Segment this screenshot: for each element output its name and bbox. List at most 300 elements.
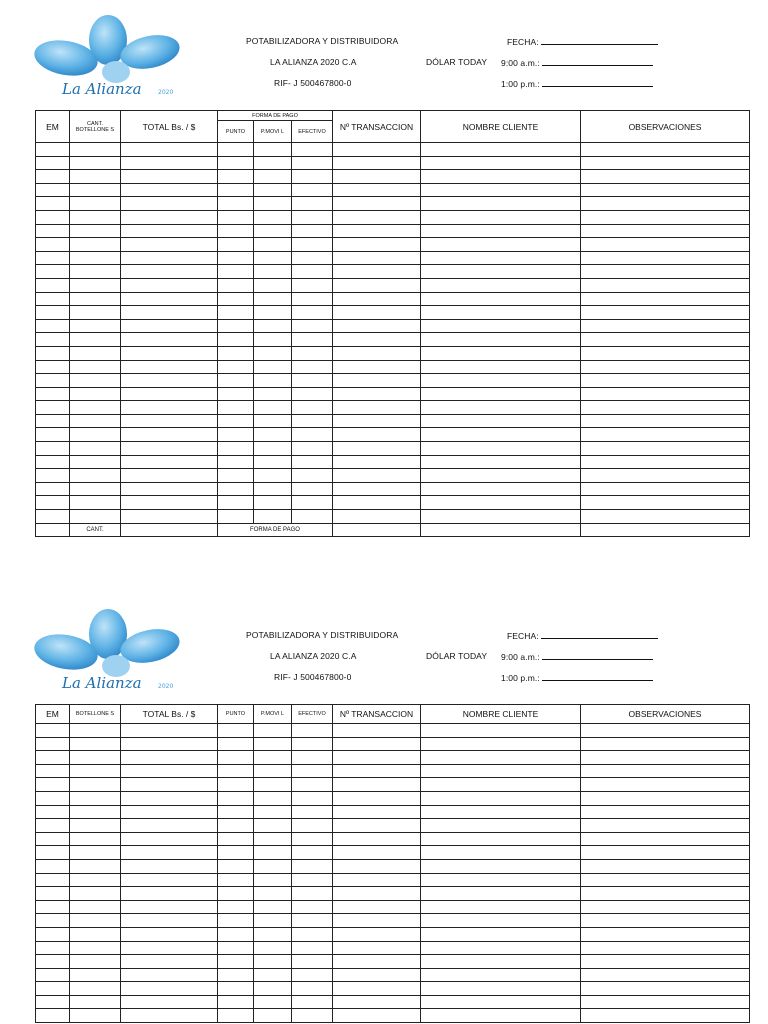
table-cell[interactable] bbox=[36, 955, 70, 969]
table-cell[interactable] bbox=[36, 374, 70, 388]
table-cell[interactable] bbox=[254, 778, 292, 792]
table-cell[interactable] bbox=[581, 805, 750, 819]
table-cell[interactable] bbox=[36, 143, 70, 157]
table-cell[interactable] bbox=[421, 764, 581, 778]
table-cell[interactable] bbox=[581, 751, 750, 765]
table-cell[interactable] bbox=[292, 887, 333, 901]
table-cell[interactable] bbox=[292, 1009, 333, 1023]
table-cell[interactable] bbox=[254, 805, 292, 819]
table-cell[interactable] bbox=[581, 156, 750, 170]
table-cell[interactable] bbox=[333, 832, 421, 846]
table-cell[interactable] bbox=[254, 737, 292, 751]
table-cell[interactable] bbox=[121, 442, 218, 456]
table-cell[interactable] bbox=[581, 737, 750, 751]
table-cell[interactable] bbox=[333, 346, 421, 360]
table-cell[interactable] bbox=[292, 292, 333, 306]
table-cell[interactable] bbox=[218, 914, 254, 928]
table-cell[interactable] bbox=[581, 968, 750, 982]
table-cell[interactable] bbox=[121, 982, 218, 996]
table-cell[interactable] bbox=[36, 846, 70, 860]
table-cell[interactable] bbox=[254, 510, 292, 524]
table-cell[interactable] bbox=[121, 387, 218, 401]
table-cell[interactable] bbox=[70, 374, 121, 388]
table-cell[interactable] bbox=[36, 968, 70, 982]
table-cell[interactable] bbox=[36, 832, 70, 846]
table-cell[interactable] bbox=[421, 805, 581, 819]
table-cell[interactable] bbox=[292, 346, 333, 360]
table-cell[interactable] bbox=[121, 170, 218, 184]
table-cell[interactable] bbox=[421, 900, 581, 914]
table-cell[interactable] bbox=[36, 887, 70, 901]
table-cell[interactable] bbox=[218, 306, 254, 320]
table-cell[interactable] bbox=[218, 333, 254, 347]
table-cell[interactable] bbox=[292, 859, 333, 873]
table-cell[interactable] bbox=[292, 496, 333, 510]
table-cell[interactable] bbox=[254, 791, 292, 805]
table-cell[interactable] bbox=[218, 982, 254, 996]
table-cell[interactable] bbox=[70, 251, 121, 265]
table-cell[interactable] bbox=[333, 859, 421, 873]
table-cell[interactable] bbox=[218, 346, 254, 360]
table-cell[interactable] bbox=[218, 197, 254, 211]
table-cell[interactable] bbox=[218, 496, 254, 510]
table-cell[interactable] bbox=[70, 496, 121, 510]
table-cell[interactable] bbox=[36, 170, 70, 184]
table-cell[interactable] bbox=[292, 428, 333, 442]
table-cell[interactable] bbox=[70, 224, 121, 238]
table-cell[interactable] bbox=[421, 374, 581, 388]
table-cell[interactable] bbox=[254, 170, 292, 184]
table-cell[interactable] bbox=[254, 846, 292, 860]
table-cell[interactable] bbox=[292, 224, 333, 238]
table-cell[interactable] bbox=[292, 170, 333, 184]
table-cell[interactable] bbox=[581, 887, 750, 901]
table-cell[interactable] bbox=[254, 374, 292, 388]
rate-9am-field[interactable] bbox=[501, 651, 653, 662]
table-cell[interactable] bbox=[121, 955, 218, 969]
table-cell[interactable] bbox=[421, 210, 581, 224]
table-cell[interactable] bbox=[292, 955, 333, 969]
table-cell[interactable] bbox=[254, 360, 292, 374]
table-cell[interactable] bbox=[218, 428, 254, 442]
table-cell[interactable] bbox=[254, 428, 292, 442]
table-cell[interactable] bbox=[581, 251, 750, 265]
table-cell[interactable] bbox=[292, 401, 333, 415]
table-cell[interactable] bbox=[36, 306, 70, 320]
table-cell[interactable] bbox=[121, 401, 218, 415]
table-cell[interactable] bbox=[121, 469, 218, 483]
table-cell[interactable] bbox=[254, 278, 292, 292]
table-cell[interactable] bbox=[421, 292, 581, 306]
table-cell[interactable] bbox=[254, 927, 292, 941]
table-cell[interactable] bbox=[581, 914, 750, 928]
table-cell[interactable] bbox=[218, 210, 254, 224]
table-cell[interactable] bbox=[70, 319, 121, 333]
table-cell[interactable] bbox=[421, 927, 581, 941]
table-cell[interactable] bbox=[218, 292, 254, 306]
table-cell[interactable] bbox=[292, 982, 333, 996]
table-cell[interactable] bbox=[292, 469, 333, 483]
table-cell[interactable] bbox=[70, 955, 121, 969]
table-cell[interactable] bbox=[36, 251, 70, 265]
table-cell[interactable] bbox=[36, 210, 70, 224]
table-cell[interactable] bbox=[254, 197, 292, 211]
table-cell[interactable] bbox=[254, 968, 292, 982]
table-cell[interactable] bbox=[292, 941, 333, 955]
table-cell[interactable] bbox=[218, 1009, 254, 1023]
table-cell[interactable] bbox=[254, 914, 292, 928]
table-cell[interactable] bbox=[218, 482, 254, 496]
table-cell[interactable] bbox=[581, 927, 750, 941]
table-cell[interactable] bbox=[254, 1009, 292, 1023]
table-cell[interactable] bbox=[333, 995, 421, 1009]
table-cell[interactable] bbox=[333, 374, 421, 388]
table-cell[interactable] bbox=[36, 724, 70, 738]
table-cell[interactable] bbox=[70, 1009, 121, 1023]
table-cell[interactable] bbox=[36, 319, 70, 333]
table-cell[interactable] bbox=[292, 751, 333, 765]
table-cell[interactable] bbox=[292, 319, 333, 333]
table-cell[interactable] bbox=[333, 387, 421, 401]
table-cell[interactable] bbox=[70, 360, 121, 374]
table-cell[interactable] bbox=[254, 224, 292, 238]
table-cell[interactable] bbox=[292, 197, 333, 211]
table-cell[interactable] bbox=[36, 819, 70, 833]
table-cell[interactable] bbox=[292, 927, 333, 941]
table-cell[interactable] bbox=[70, 455, 121, 469]
table-cell[interactable] bbox=[36, 510, 70, 524]
table-cell[interactable] bbox=[70, 805, 121, 819]
table-cell[interactable] bbox=[581, 510, 750, 524]
table-cell[interactable] bbox=[292, 995, 333, 1009]
table-cell[interactable] bbox=[36, 737, 70, 751]
table-cell[interactable] bbox=[581, 170, 750, 184]
table-cell[interactable] bbox=[70, 401, 121, 415]
table-cell[interactable] bbox=[333, 805, 421, 819]
table-cell[interactable] bbox=[421, 306, 581, 320]
table-cell[interactable] bbox=[421, 955, 581, 969]
rate-1pm-line[interactable] bbox=[542, 672, 653, 681]
table-cell[interactable] bbox=[581, 401, 750, 415]
table-cell[interactable] bbox=[121, 859, 218, 873]
table-cell[interactable] bbox=[70, 914, 121, 928]
table-cell[interactable] bbox=[218, 278, 254, 292]
table-cell[interactable] bbox=[421, 751, 581, 765]
table-cell[interactable] bbox=[333, 156, 421, 170]
table-cell[interactable] bbox=[36, 197, 70, 211]
table-cell[interactable] bbox=[70, 143, 121, 157]
rate-9am-line[interactable] bbox=[542, 651, 653, 660]
table-cell[interactable] bbox=[421, 360, 581, 374]
table-cell[interactable] bbox=[581, 791, 750, 805]
table-cell[interactable] bbox=[121, 156, 218, 170]
table-cell[interactable] bbox=[333, 751, 421, 765]
table-cell[interactable] bbox=[292, 764, 333, 778]
table-cell[interactable] bbox=[581, 183, 750, 197]
table-cell[interactable] bbox=[254, 306, 292, 320]
table-cell[interactable] bbox=[70, 968, 121, 982]
table-cell[interactable] bbox=[292, 846, 333, 860]
table-cell[interactable] bbox=[36, 805, 70, 819]
table-cell[interactable] bbox=[121, 238, 218, 252]
table-cell[interactable] bbox=[70, 333, 121, 347]
table-cell[interactable] bbox=[421, 968, 581, 982]
table-cell[interactable] bbox=[121, 724, 218, 738]
table-cell[interactable] bbox=[333, 238, 421, 252]
table-cell[interactable] bbox=[218, 941, 254, 955]
table-cell[interactable] bbox=[421, 941, 581, 955]
table-cell[interactable] bbox=[421, 510, 581, 524]
table-cell[interactable] bbox=[36, 764, 70, 778]
table-cell[interactable] bbox=[292, 156, 333, 170]
table-cell[interactable] bbox=[121, 819, 218, 833]
table-cell[interactable] bbox=[333, 955, 421, 969]
table-cell[interactable] bbox=[421, 791, 581, 805]
table-cell[interactable] bbox=[218, 374, 254, 388]
table-cell[interactable] bbox=[292, 914, 333, 928]
table-cell[interactable] bbox=[70, 832, 121, 846]
table-cell[interactable] bbox=[121, 995, 218, 1009]
table-cell[interactable] bbox=[333, 887, 421, 901]
table-cell[interactable] bbox=[421, 156, 581, 170]
table-cell[interactable] bbox=[333, 927, 421, 941]
table-cell[interactable] bbox=[121, 265, 218, 279]
table-cell[interactable] bbox=[292, 374, 333, 388]
rate-9am-field[interactable] bbox=[501, 57, 653, 68]
table-cell[interactable] bbox=[421, 846, 581, 860]
table-cell[interactable] bbox=[333, 197, 421, 211]
table-cell[interactable] bbox=[70, 414, 121, 428]
table-cell[interactable] bbox=[333, 941, 421, 955]
table-cell[interactable] bbox=[70, 873, 121, 887]
table-cell[interactable] bbox=[292, 455, 333, 469]
table-cell[interactable] bbox=[421, 183, 581, 197]
table-cell[interactable] bbox=[121, 224, 218, 238]
table-cell[interactable] bbox=[421, 832, 581, 846]
table-cell[interactable] bbox=[333, 846, 421, 860]
table-cell[interactable] bbox=[333, 900, 421, 914]
table-cell[interactable] bbox=[421, 428, 581, 442]
table-cell[interactable] bbox=[581, 469, 750, 483]
table-cell[interactable] bbox=[254, 346, 292, 360]
table-cell[interactable] bbox=[254, 873, 292, 887]
table-cell[interactable] bbox=[421, 251, 581, 265]
table-cell[interactable] bbox=[581, 764, 750, 778]
table-cell[interactable] bbox=[121, 319, 218, 333]
table-cell[interactable] bbox=[218, 805, 254, 819]
table-cell[interactable] bbox=[333, 724, 421, 738]
table-cell[interactable] bbox=[254, 955, 292, 969]
table-cell[interactable] bbox=[121, 941, 218, 955]
fecha-field[interactable] bbox=[507, 630, 658, 641]
table-cell[interactable] bbox=[36, 401, 70, 415]
table-cell[interactable] bbox=[292, 306, 333, 320]
table-cell[interactable] bbox=[218, 873, 254, 887]
table-cell[interactable] bbox=[581, 724, 750, 738]
table-cell[interactable] bbox=[121, 914, 218, 928]
table-cell[interactable] bbox=[36, 183, 70, 197]
table-cell[interactable] bbox=[70, 927, 121, 941]
table-cell[interactable] bbox=[581, 210, 750, 224]
table-cell[interactable] bbox=[36, 873, 70, 887]
table-cell[interactable] bbox=[254, 414, 292, 428]
table-cell[interactable] bbox=[254, 482, 292, 496]
table-cell[interactable] bbox=[121, 927, 218, 941]
table-cell[interactable] bbox=[254, 210, 292, 224]
table-cell[interactable] bbox=[70, 791, 121, 805]
table-cell[interactable] bbox=[218, 170, 254, 184]
table-cell[interactable] bbox=[254, 982, 292, 996]
table-cell[interactable] bbox=[70, 346, 121, 360]
table-cell[interactable] bbox=[333, 401, 421, 415]
table-cell[interactable] bbox=[36, 387, 70, 401]
table-cell[interactable] bbox=[36, 333, 70, 347]
rate-1pm-line[interactable] bbox=[542, 78, 653, 87]
table-cell[interactable] bbox=[333, 819, 421, 833]
table-cell[interactable] bbox=[36, 859, 70, 873]
table-cell[interactable] bbox=[333, 360, 421, 374]
table-cell[interactable] bbox=[121, 414, 218, 428]
table-cell[interactable] bbox=[421, 346, 581, 360]
table-cell[interactable] bbox=[292, 805, 333, 819]
table-cell[interactable] bbox=[121, 1009, 218, 1023]
table-cell[interactable] bbox=[218, 143, 254, 157]
table-cell[interactable] bbox=[218, 414, 254, 428]
table-cell[interactable] bbox=[70, 183, 121, 197]
table-cell[interactable] bbox=[218, 238, 254, 252]
table-cell[interactable] bbox=[292, 360, 333, 374]
table-cell[interactable] bbox=[292, 791, 333, 805]
table-cell[interactable] bbox=[218, 156, 254, 170]
table-cell[interactable] bbox=[581, 224, 750, 238]
table-cell[interactable] bbox=[581, 455, 750, 469]
table-cell[interactable] bbox=[70, 482, 121, 496]
table-cell[interactable] bbox=[36, 224, 70, 238]
table-cell[interactable] bbox=[292, 724, 333, 738]
table-cell[interactable] bbox=[36, 482, 70, 496]
table-cell[interactable] bbox=[218, 387, 254, 401]
table-cell[interactable] bbox=[254, 251, 292, 265]
table-cell[interactable] bbox=[36, 982, 70, 996]
table-cell[interactable] bbox=[218, 927, 254, 941]
table-cell[interactable] bbox=[421, 414, 581, 428]
table-cell[interactable] bbox=[254, 995, 292, 1009]
table-cell[interactable] bbox=[581, 265, 750, 279]
table-cell[interactable] bbox=[121, 210, 218, 224]
table-cell[interactable] bbox=[70, 764, 121, 778]
table-cell[interactable] bbox=[254, 724, 292, 738]
table-cell[interactable] bbox=[36, 791, 70, 805]
fecha-line[interactable] bbox=[541, 36, 658, 45]
table-cell[interactable] bbox=[581, 995, 750, 1009]
table-cell[interactable] bbox=[421, 914, 581, 928]
table-cell[interactable] bbox=[36, 346, 70, 360]
table-cell[interactable] bbox=[254, 319, 292, 333]
table-cell[interactable] bbox=[581, 292, 750, 306]
table-cell[interactable] bbox=[70, 819, 121, 833]
table-cell[interactable] bbox=[218, 265, 254, 279]
table-cell[interactable] bbox=[333, 333, 421, 347]
table-cell[interactable] bbox=[121, 968, 218, 982]
table-cell[interactable] bbox=[36, 156, 70, 170]
table-cell[interactable] bbox=[36, 428, 70, 442]
table-cell[interactable] bbox=[254, 183, 292, 197]
table-cell[interactable] bbox=[292, 238, 333, 252]
table-cell[interactable] bbox=[421, 995, 581, 1009]
table-cell[interactable] bbox=[581, 819, 750, 833]
table-cell[interactable] bbox=[581, 360, 750, 374]
table-cell[interactable] bbox=[292, 333, 333, 347]
table-cell[interactable] bbox=[70, 982, 121, 996]
table-cell[interactable] bbox=[421, 1009, 581, 1023]
table-cell[interactable] bbox=[581, 442, 750, 456]
table-cell[interactable] bbox=[36, 442, 70, 456]
table-cell[interactable] bbox=[121, 900, 218, 914]
table-cell[interactable] bbox=[581, 982, 750, 996]
table-cell[interactable] bbox=[121, 832, 218, 846]
table-cell[interactable] bbox=[70, 778, 121, 792]
table-cell[interactable] bbox=[254, 401, 292, 415]
table-cell[interactable] bbox=[121, 873, 218, 887]
table-cell[interactable] bbox=[218, 995, 254, 1009]
table-cell[interactable] bbox=[292, 737, 333, 751]
table-cell[interactable] bbox=[421, 170, 581, 184]
table-cell[interactable] bbox=[421, 455, 581, 469]
table-cell[interactable] bbox=[121, 143, 218, 157]
table-cell[interactable] bbox=[36, 265, 70, 279]
table-cell[interactable] bbox=[70, 442, 121, 456]
table-cell[interactable] bbox=[36, 751, 70, 765]
table-cell[interactable] bbox=[70, 737, 121, 751]
table-cell[interactable] bbox=[333, 428, 421, 442]
table-cell[interactable] bbox=[36, 941, 70, 955]
table-cell[interactable] bbox=[218, 968, 254, 982]
table-cell[interactable] bbox=[581, 873, 750, 887]
table-cell[interactable] bbox=[581, 387, 750, 401]
table-cell[interactable] bbox=[333, 414, 421, 428]
table-cell[interactable] bbox=[292, 265, 333, 279]
table-cell[interactable] bbox=[218, 319, 254, 333]
table-cell[interactable] bbox=[333, 455, 421, 469]
table-cell[interactable] bbox=[218, 832, 254, 846]
table-cell[interactable] bbox=[333, 982, 421, 996]
table-cell[interactable] bbox=[218, 724, 254, 738]
table-cell[interactable] bbox=[581, 374, 750, 388]
table-cell[interactable] bbox=[333, 482, 421, 496]
table-cell[interactable] bbox=[581, 306, 750, 320]
table-cell[interactable] bbox=[292, 873, 333, 887]
table-cell[interactable] bbox=[218, 791, 254, 805]
table-cell[interactable] bbox=[254, 387, 292, 401]
table-cell[interactable] bbox=[121, 360, 218, 374]
table-cell[interactable] bbox=[70, 510, 121, 524]
table-cell[interactable] bbox=[421, 873, 581, 887]
table-cell[interactable] bbox=[581, 941, 750, 955]
table-cell[interactable] bbox=[121, 737, 218, 751]
table-cell[interactable] bbox=[121, 428, 218, 442]
table-cell[interactable] bbox=[421, 442, 581, 456]
table-cell[interactable] bbox=[121, 751, 218, 765]
table-cell[interactable] bbox=[70, 292, 121, 306]
table-cell[interactable] bbox=[70, 887, 121, 901]
table-cell[interactable] bbox=[292, 278, 333, 292]
table-cell[interactable] bbox=[421, 278, 581, 292]
table-cell[interactable] bbox=[421, 469, 581, 483]
table-cell[interactable] bbox=[218, 469, 254, 483]
table-cell[interactable] bbox=[70, 469, 121, 483]
table-cell[interactable] bbox=[121, 510, 218, 524]
table-cell[interactable] bbox=[36, 455, 70, 469]
